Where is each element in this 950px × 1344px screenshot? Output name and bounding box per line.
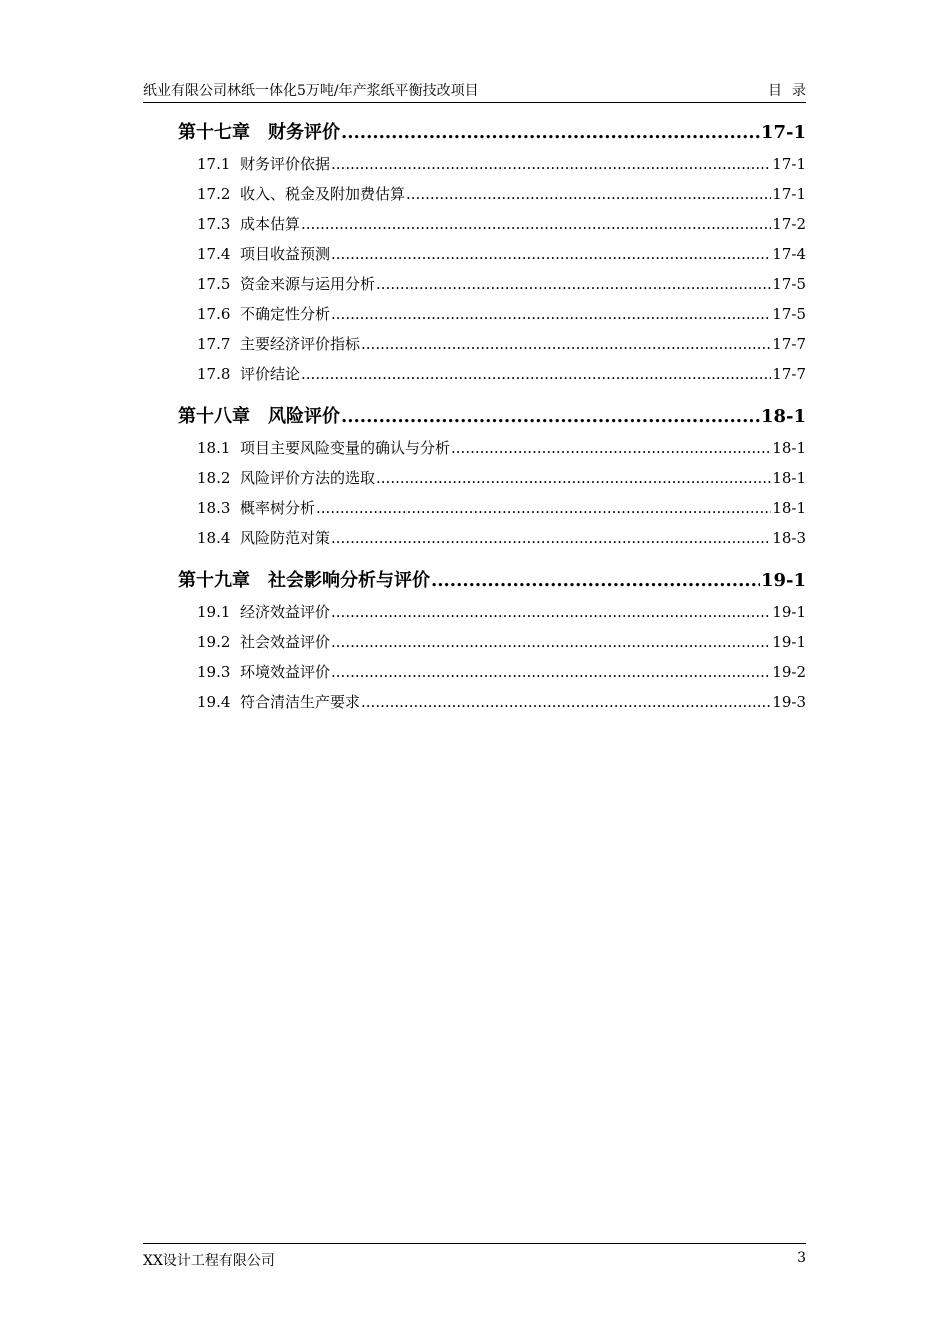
toc-entry[interactable]: [178, 299, 806, 329]
entry-title: 风险防范对策: [240, 529, 331, 547]
entry-title: 项目主要风险变量的确认与分析: [240, 439, 451, 457]
page-footer: [143, 1243, 806, 1268]
page-number: 3: [797, 1250, 806, 1266]
entry-number: 18.3: [197, 499, 231, 517]
entry-title: 收入、税金及附加费估算: [240, 185, 406, 203]
dot-leader: [376, 269, 771, 299]
entry-number: 17.3: [197, 215, 231, 233]
document-title: 纸业有限公司林纸一体化5万吨/年产浆纸平衡技改项目: [143, 83, 479, 99]
dot-leader: [331, 627, 771, 657]
entry-title: 社会效益评价: [240, 633, 331, 651]
entry-page: 17-7: [772, 335, 806, 353]
entry-title: 成本估算: [240, 215, 301, 233]
entry-page: 19-3: [772, 693, 806, 711]
entry-number: 17.5: [197, 275, 231, 293]
entry-page: 19-1: [772, 633, 806, 651]
chapter-number: 第十九章: [178, 570, 250, 591]
entry-page: 18-1: [772, 469, 806, 487]
entry-page: 18-1: [772, 499, 806, 517]
toc-entry[interactable]: [178, 597, 806, 627]
company-name: XX设计工程有限公司: [143, 1253, 275, 1269]
entry-page: 17-5: [772, 275, 806, 293]
entry-title: 经济效益评价: [240, 603, 331, 621]
toc-entry[interactable]: [178, 359, 806, 389]
entry-page: 17-7: [772, 365, 806, 383]
chapter-title: 风险评价: [268, 406, 340, 427]
toc-chapter[interactable]: [178, 117, 806, 149]
entry-number: 17.1: [197, 155, 231, 173]
toc-entry[interactable]: [178, 149, 806, 179]
entry-page: 18-1: [772, 439, 806, 457]
dot-leader: [406, 179, 771, 209]
dot-leader: [331, 239, 771, 269]
page-header: [143, 80, 816, 103]
entry-number: 19.4: [197, 693, 231, 711]
toc-entry[interactable]: [178, 687, 806, 717]
toc-entry[interactable]: [178, 463, 806, 493]
entry-title: 不确定性分析: [240, 305, 331, 323]
toc-entry[interactable]: [178, 627, 806, 657]
dot-leader: [341, 117, 760, 149]
entry-title: 概率树分析: [240, 499, 316, 517]
dot-leader: [341, 401, 760, 433]
entry-number: 17.8: [197, 365, 231, 383]
toc-entry[interactable]: [178, 209, 806, 239]
dot-leader: [361, 687, 771, 717]
entry-page: 17-1: [772, 185, 806, 203]
chapter-title: 财务评价: [268, 122, 340, 143]
toc-entry[interactable]: [178, 269, 806, 299]
entry-title: 资金来源与运用分析: [240, 275, 376, 293]
entry-title: 项目收益预测: [240, 245, 331, 263]
chapter-title: 社会影响分析与评价: [268, 570, 430, 591]
chapter-spacer: [178, 389, 806, 401]
dot-leader: [316, 493, 771, 523]
toc-entry[interactable]: [178, 239, 806, 269]
dot-leader: [361, 329, 771, 359]
chapter-page: 19-1: [760, 570, 806, 591]
dot-leader: [331, 149, 771, 179]
entry-number: 18.1: [197, 439, 231, 457]
entry-number: 17.4: [197, 245, 231, 263]
toc-entry[interactable]: [178, 657, 806, 687]
toc-entry[interactable]: [178, 523, 806, 553]
chapter-spacer: [178, 553, 806, 565]
entry-title: 主要经济评价指标: [240, 335, 361, 353]
entry-page: 17-2: [772, 215, 806, 233]
entry-page: 19-2: [772, 663, 806, 681]
chapter-number: 第十七章: [178, 122, 250, 143]
toc-entry[interactable]: [178, 433, 806, 463]
entry-number: 17.2: [197, 185, 231, 203]
toc-entry[interactable]: [178, 329, 806, 359]
toc-entry[interactable]: [178, 179, 806, 209]
entry-number: 17.7: [197, 335, 231, 353]
entry-title: 环境效益评价: [240, 663, 331, 681]
chapter-page: 18-1: [760, 406, 806, 427]
entry-page: 17-5: [772, 305, 806, 323]
entry-number: 19.1: [197, 603, 231, 621]
entry-title: 财务评价依据: [240, 155, 331, 173]
entry-page: 18-3: [772, 529, 806, 547]
toc-chapter[interactable]: [178, 565, 806, 597]
entry-number: 18.4: [197, 529, 231, 547]
dot-leader: [376, 463, 771, 493]
dot-leader: [331, 597, 771, 627]
toc-entry[interactable]: [178, 493, 806, 523]
entry-page: 17-1: [772, 155, 806, 173]
table-of-contents: [178, 117, 806, 717]
entry-title: 风险评价方法的选取: [240, 469, 376, 487]
toc-chapter[interactable]: [178, 401, 806, 433]
entry-number: 17.6: [197, 305, 231, 323]
entry-title: 评价结论: [240, 365, 301, 383]
entry-number: 19.2: [197, 633, 231, 651]
dot-leader: [431, 565, 760, 597]
dot-leader: [331, 657, 771, 687]
entry-page: 19-1: [772, 603, 806, 621]
entry-title: 符合清洁生产要求: [240, 693, 361, 711]
dot-leader: [301, 209, 771, 239]
chapter-number: 第十八章: [178, 406, 250, 427]
dot-leader: [451, 433, 771, 463]
entry-number: 19.3: [197, 663, 231, 681]
entry-page: 17-4: [772, 245, 806, 263]
entry-number: 18.2: [197, 469, 231, 487]
chapter-page: 17-1: [760, 122, 806, 143]
section-label: 目录: [768, 83, 816, 99]
dot-leader: [301, 359, 771, 389]
dot-leader: [331, 299, 771, 329]
dot-leader: [331, 523, 771, 553]
